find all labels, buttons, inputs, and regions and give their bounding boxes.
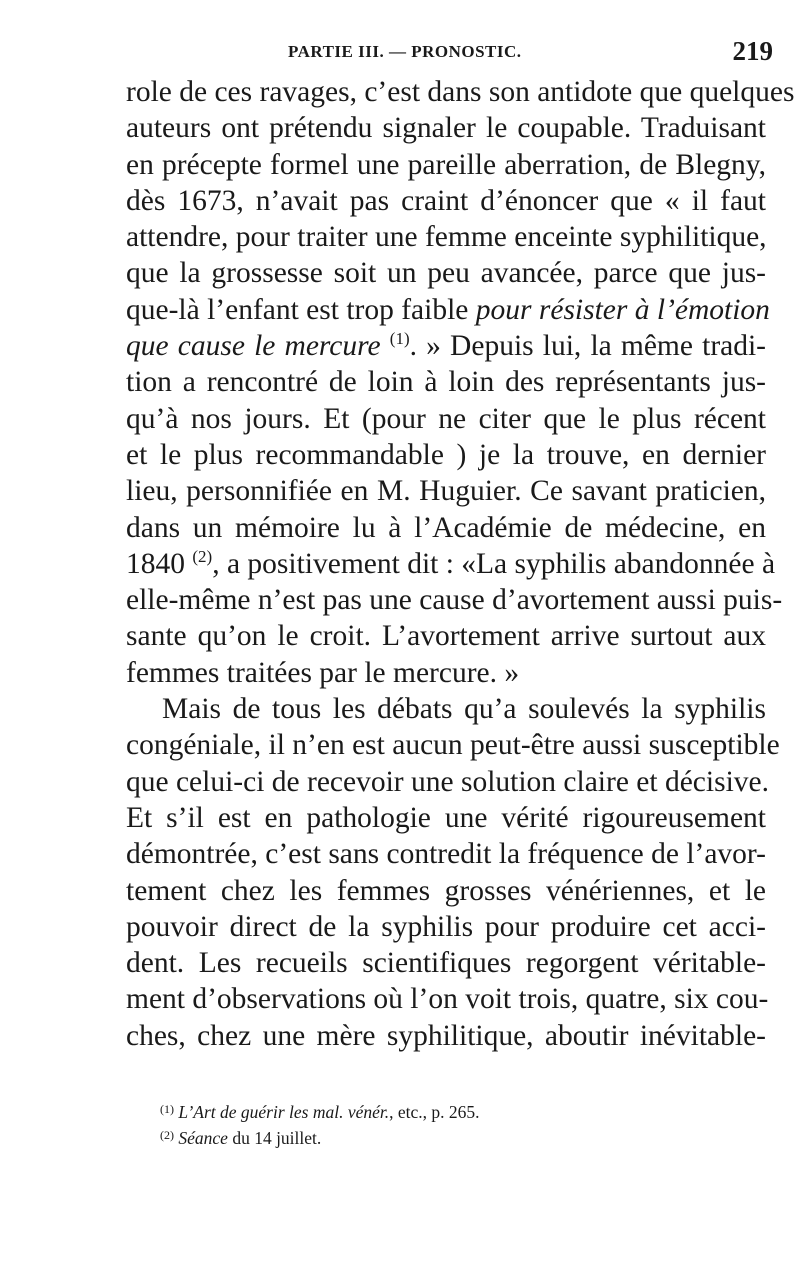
- footnotes: [160, 1098, 760, 1150]
- text-line: congéniale, il n’en est aucun peut-être aussi susceptible: [126, 729, 780, 762]
- footnote-mark: (2): [160, 1128, 174, 1142]
- body-text: [126, 74, 795, 1054]
- text-line: dans un mémoire lu à l’Académie de médecine, en: [126, 511, 766, 544]
- text-segment: . » Depuis lui, la même tradi-: [409, 330, 767, 363]
- text-line: elle-même n’est pas une cause d’avortement aussi puis-: [126, 584, 783, 617]
- text-segment: que-là l’enfant est trop faible: [126, 293, 469, 326]
- text-line: qu’à nos jours. Et (pour ne citer que le plus récent: [126, 402, 766, 435]
- text-line: que la grossesse soit un peu avancée, parce que jus-: [126, 257, 766, 290]
- footnote-ref-1[interactable]: (1): [389, 329, 410, 349]
- text-line: lieu, personnifiée en M. Huguier. Ce savant praticien,: [126, 475, 766, 508]
- text-line: ches, chez une mère syphilitique, aboutir inévitable-: [126, 1019, 766, 1052]
- page-number: 219: [732, 36, 773, 66]
- text-line: [126, 292, 770, 328]
- text-line: auteurs ont prétendu signaler le coupable. Traduisant: [126, 112, 766, 145]
- footnote-title: Séance: [178, 1128, 228, 1148]
- footnote-title: L’Art de guérir les mal. vénér.: [178, 1102, 390, 1122]
- text-line: dent. Les recueils scientifiques regorgent véritable-: [126, 947, 766, 980]
- text-segment: , a positivement dit : «La syphilis abandonnée à: [212, 547, 776, 580]
- text-line: ment d’observations où l’on voit trois, quatre, six cou-: [126, 983, 769, 1016]
- running-head-title: PARTIE III. — PRONOSTIC.: [288, 42, 522, 61]
- footnote-1: [160, 1098, 760, 1124]
- text-segment: 1840: [126, 547, 185, 580]
- footnote-mark: (1): [160, 1102, 174, 1116]
- text-line: role de ces ravages, c’est dans son antidote que quelques: [126, 76, 795, 108]
- footnote-text: du 14 juillet.: [227, 1128, 322, 1148]
- text-line: et le plus recommandable ) je la trouve, en dernier: [126, 438, 766, 471]
- text-line: tement chez les femmes grosses vénériennes, et le: [126, 874, 766, 907]
- text-line: femmes traitées par le mercure. »: [126, 656, 520, 689]
- footnote-2: [160, 1124, 760, 1150]
- text-line: [126, 546, 776, 582]
- text-line: tion a rencontré de loin à loin des représentants jus-: [126, 366, 766, 399]
- text-line: [126, 328, 766, 364]
- running-head: [120, 34, 775, 74]
- text-line: Et s’il est en pathologie une vérité rigoureusement: [126, 801, 766, 834]
- text-line: en précepte formel une pareille aberration, de Blegny,: [126, 148, 766, 181]
- paragraph-start-line: Mais de tous les débats qu’a soulevés la syphilis: [162, 693, 766, 726]
- text-line: pouvoir direct de la syphilis pour produire cet acci-: [126, 910, 766, 943]
- italic-quote: que cause le mercure: [126, 330, 381, 363]
- footnote-text: , etc., p. 265.: [389, 1102, 480, 1122]
- footnote-ref-2[interactable]: (2): [192, 546, 213, 566]
- text-line: démontrée, c’est sans contredit la fréquence de l’avor-: [126, 838, 766, 871]
- text-line: sante qu’on le croit. L’avortement arrive surtout aux: [126, 620, 766, 653]
- text-line: attendre, pour traiter une femme enceinte syphilitique,: [126, 221, 767, 254]
- text-line: que celui-ci de recevoir une solution claire et décisive.: [126, 765, 769, 798]
- text-line: dès 1673, n’avait pas craint d’énoncer que « il faut: [126, 184, 766, 217]
- italic-quote: pour résister à l’émotion: [475, 293, 770, 326]
